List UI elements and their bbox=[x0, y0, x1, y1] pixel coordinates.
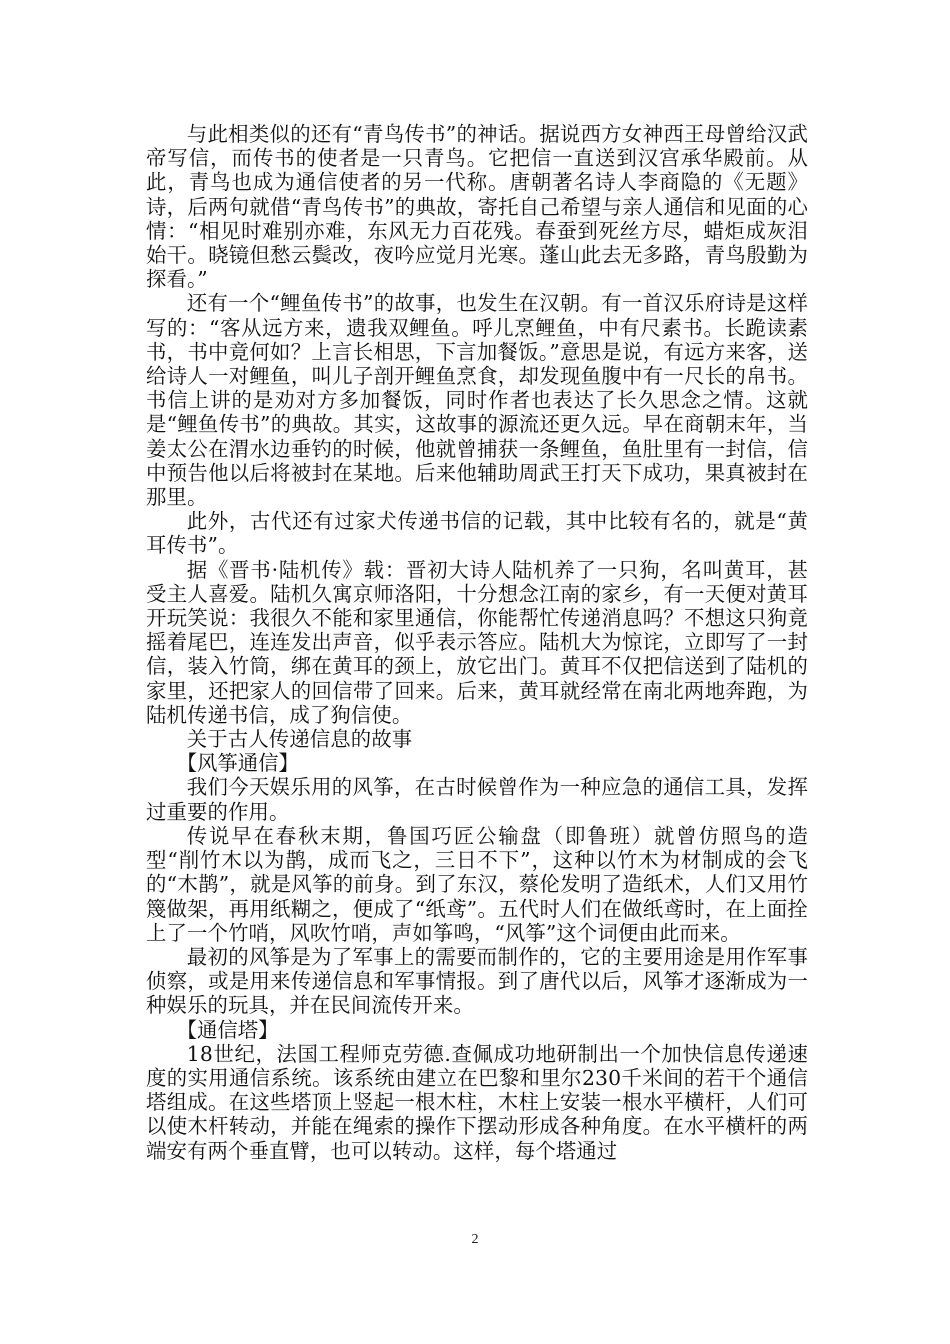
paragraph-kite-intro: 我们今天娱乐用的风筝，在古时候曾作为一种应急的通信工具，发挥过重要的作用。 bbox=[146, 775, 808, 824]
document-body bbox=[146, 122, 808, 1163]
paragraph-kite-military: 最初的风筝是为了军事上的需要而制作的，它的主要用途是用作军事侦察，或是用来传递信息和军事情报。到了唐代以后，风筝才逐渐成为一种娱乐的玩具，并在民间流传开来。 bbox=[146, 944, 808, 1018]
paragraph-qingniao: 与此相类似的还有“青鸟传书”的神话。据说西方女神西王母曾给汉武帝写信，而传书的使者是一只青鸟。它把信一直送到汉宫承华殿前。从此，青鸟也成为通信使者的另一代称。唐朝著名诗人李商隐的《无题》诗，后两句就借“青鸟传书”的典故，寄托自己希望与亲人通信和见面的心情：“相见时难别亦难，东风无力百花残。春蚕到死丝方尽，蜡炬成灰泪始干。晓镜但愁云鬓改，夜吟应觉月光寒。蓬山此去无多路，青鸟殷勤为探看。” bbox=[146, 122, 808, 292]
paragraph-liyu: 还有一个“鲤鱼传书”的故事，也发生在汉朝。有一首汉乐府诗是这样写的：“客从远方来，遗我双鲤鱼。呼儿烹鲤鱼，中有尺素书。长跪读素书，书中竟何如？上言长相思，下言加餐饭。”意思是说，有远方来客，送给诗人一对鲤鱼，叫儿子剖开鲤鱼烹食，却发现鱼腹中有一尺长的帛书。书信上讲的是劝对方多加餐饭，同时作者也表达了长久思念之情。这就是“鲤鱼传书”的典故。其实，这故事的源流还更久远。早在商朝末年，当姜太公在渭水边垂钓的时候，他就曾捕获一条鲤鱼，鱼肚里有一封信，信中预告他以后将被封在某地。后来他辅助周武王打天下成功，果真被封在那里。 bbox=[146, 291, 808, 510]
paragraph-tower: 18世纪，法国工程师克劳德.查佩成功地研制出一个加快信息传递速度的实用通信系统。该系统由建立在巴黎和里尔230千米间的若干个通信塔组成。在这些塔顶上竖起一根木柱，木柱上安装一根水平横杆，人们可以使木杆转动，并能在绳索的操作下摆动形成各种角度。在水平横杆的两端安有两个垂直臂，也可以转动。这样，每个塔通过 bbox=[146, 1041, 808, 1163]
paragraph-kite-history: 传说早在春秋末期，鲁国巧匠公输盘（即鲁班）就曾仿照鸟的造型“削竹木以为鹊，成而飞之，三日不下”，这种以竹木为材制成的会飞的“木鹊”，就是风筝的前身。到了东汉，蔡伦发明了造纸术，人们又用竹篾做架，再用纸糊之，便成了“纸鸢”。五代时人们在做纸鸢时，在上面拴上了一个竹哨，风吹竹哨，声如筝鸣，“风筝”这个词便由此而来。 bbox=[146, 823, 808, 945]
page-number: 2 bbox=[471, 1232, 479, 1247]
paragraph-section-title: 关于古人传递信息的故事 bbox=[186, 727, 413, 752]
paragraph-huanger: 据《晋书·陆机传》载：晋初大诗人陆机养了一只狗，名叫黄耳，甚受主人喜爱。陆机久寓京师洛阳，十分想念江南的家乡，有一天便对黄耳开玩笑说：我很久不能和家里通信，你能帮忙传递消息吗？不想这只狗竟摇着尾巴，连连发出声音，似乎表示答应。陆机大为惊诧，立即写了一封信，装入竹筒，绑在黄耳的颈上，放它出门。黄耳不仅把信送到了陆机的家里，还把家人的回信带了回来。后来，黄耳就经常在南北两地奔跑，为陆机传递书信，成了狗信使。 bbox=[146, 557, 808, 727]
heading-kite: 【风筝通信】 bbox=[176, 751, 299, 776]
paragraph-jiaquan: 此外，古代还有过家犬传递书信的记载，其中比较有名的，就是“黄耳传书”。 bbox=[146, 509, 808, 558]
heading-tower: 【通信塔】 bbox=[176, 1017, 279, 1042]
